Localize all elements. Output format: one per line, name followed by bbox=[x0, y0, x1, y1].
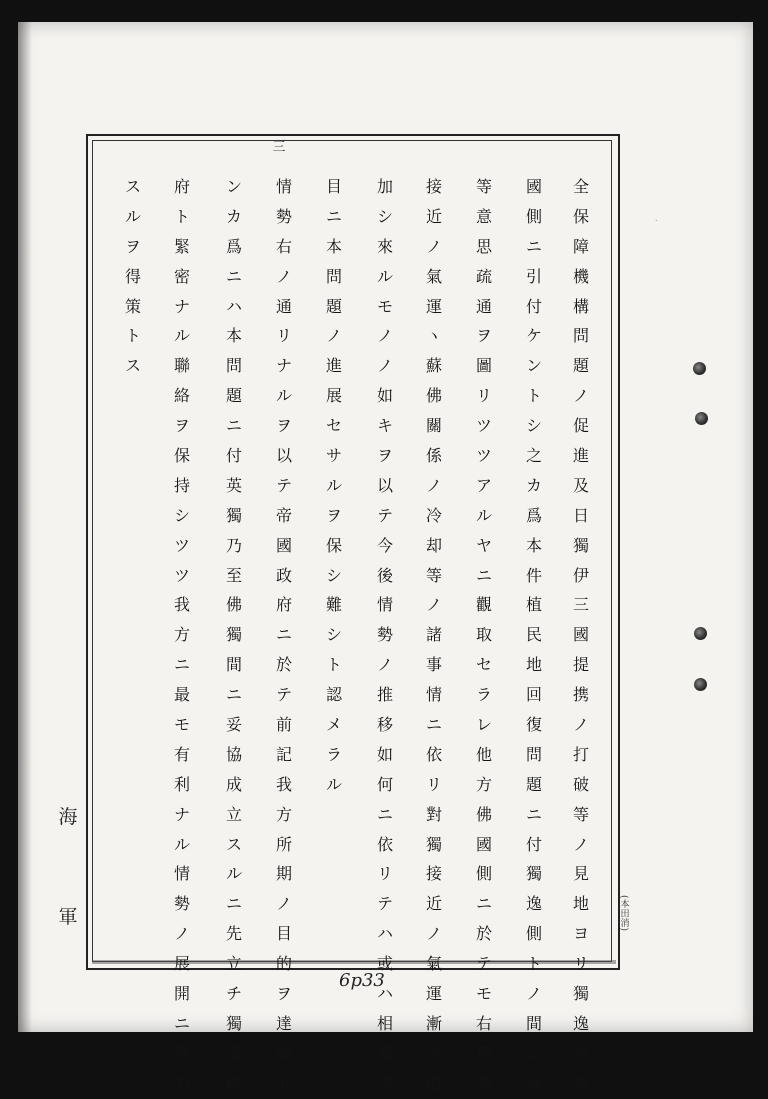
column-char: 國 bbox=[275, 535, 292, 555]
column-char: ニ bbox=[525, 1043, 542, 1063]
column-char: 情 bbox=[275, 177, 292, 196]
column-char: リ bbox=[572, 954, 589, 974]
column-char: 付 bbox=[525, 834, 542, 854]
column-char: ニ bbox=[225, 894, 242, 914]
column-char: ニ bbox=[325, 206, 342, 226]
column-char: 問 bbox=[572, 326, 589, 346]
column-char: リ bbox=[425, 774, 442, 794]
column-char: 付 bbox=[525, 296, 542, 316]
binding-hole-1 bbox=[693, 362, 706, 375]
column-char: 聯 bbox=[173, 356, 190, 376]
column-char: 國 bbox=[572, 625, 589, 645]
column-char: ニ bbox=[225, 685, 242, 705]
column-char: 却 bbox=[425, 535, 442, 555]
column-char: カ bbox=[225, 206, 242, 226]
column-char: ヨ bbox=[572, 924, 589, 944]
column-char: 乃 bbox=[225, 535, 242, 555]
column-char: 逸 bbox=[225, 1043, 242, 1063]
column-char: 他 bbox=[475, 744, 492, 764]
column-char: 國 bbox=[525, 177, 542, 196]
column-char: 早 bbox=[376, 1073, 393, 1093]
column-char: 接 bbox=[425, 177, 442, 196]
column-char: 間 bbox=[525, 1013, 542, 1033]
column-char: ル bbox=[225, 864, 242, 884]
column-char: ノ bbox=[275, 266, 292, 286]
column-char: シ bbox=[325, 625, 342, 645]
column-char: 相 bbox=[376, 1013, 393, 1033]
handwritten-mark-text: 6p33 bbox=[339, 970, 385, 991]
column-char: 以 bbox=[275, 446, 292, 466]
column-char: ノ bbox=[325, 326, 342, 346]
column-char: 情 bbox=[425, 685, 442, 705]
column-char: ス bbox=[225, 834, 242, 854]
column-char: 英 bbox=[225, 475, 242, 495]
column-char: 通 bbox=[475, 296, 492, 316]
column-char: モ bbox=[475, 984, 492, 1004]
column-char: 民 bbox=[525, 625, 542, 645]
column-char: ノ bbox=[425, 475, 442, 495]
column-char: ツ bbox=[475, 416, 492, 436]
column-char: ヲ bbox=[325, 505, 342, 525]
column-char: ハ bbox=[376, 924, 393, 944]
column-char: 獨 bbox=[225, 1013, 242, 1033]
column-char: シ bbox=[173, 505, 190, 525]
column-char: 本 bbox=[225, 326, 242, 346]
column-char: サ bbox=[325, 446, 342, 466]
column-char: 獨 bbox=[572, 984, 589, 1004]
column-char: 氣 bbox=[425, 266, 442, 286]
column-char: 諸 bbox=[425, 625, 442, 645]
column-char: セ bbox=[275, 1073, 292, 1093]
column-char: 保 bbox=[173, 446, 190, 466]
column-char: 先 bbox=[225, 924, 242, 944]
column-char: ニ bbox=[275, 625, 292, 645]
column-char: 開 bbox=[173, 984, 190, 1004]
column-char: 最 bbox=[173, 685, 190, 705]
column-char: テ bbox=[275, 685, 292, 705]
column-char: ノ bbox=[275, 894, 292, 914]
column-char: 今 bbox=[376, 535, 393, 555]
column-char: ヲ bbox=[572, 1043, 589, 1063]
column-char: 以 bbox=[376, 475, 393, 495]
column-char: 力 bbox=[173, 1073, 190, 1093]
column-char: ノ bbox=[572, 834, 589, 854]
column-char: 緊 bbox=[173, 236, 190, 256]
column-char: 側 bbox=[525, 924, 542, 944]
column-char: 目 bbox=[325, 177, 342, 196]
column-char: ラ bbox=[475, 685, 492, 705]
column-char: 方 bbox=[173, 625, 190, 645]
column-char: 漸 bbox=[425, 1013, 442, 1033]
column-char: 回 bbox=[525, 685, 542, 705]
column-char: セ bbox=[325, 416, 342, 436]
column-char: 保 bbox=[325, 535, 342, 555]
binding-hole-4 bbox=[694, 678, 707, 691]
column-char: 及 bbox=[572, 475, 589, 495]
column-char: 國 bbox=[475, 834, 492, 854]
column-char: 地 bbox=[525, 655, 542, 675]
column-char: 的 bbox=[275, 954, 292, 974]
column-char: 如 bbox=[376, 386, 393, 406]
column-char: 佛 bbox=[425, 386, 442, 406]
column-char: テ bbox=[475, 954, 492, 974]
binding-hole-3 bbox=[694, 627, 707, 640]
column-char: ス bbox=[124, 177, 141, 196]
column-char: ニ bbox=[525, 236, 542, 256]
column-char: 側 bbox=[475, 864, 492, 884]
column-char: 近 bbox=[425, 206, 442, 226]
column-char: 運 bbox=[425, 984, 442, 1004]
column-char: ラ bbox=[325, 744, 342, 764]
column-char: ニ bbox=[475, 565, 492, 585]
column-char: 構 bbox=[572, 296, 589, 316]
column-char: ノ bbox=[376, 655, 393, 675]
column-char: 等 bbox=[572, 804, 589, 824]
column-char: 勢 bbox=[275, 206, 292, 226]
column-char: 等 bbox=[425, 565, 442, 585]
column-char: 見 bbox=[572, 864, 589, 884]
column-char: 之 bbox=[525, 446, 542, 466]
column-char: 前 bbox=[275, 715, 292, 735]
column-char: 持 bbox=[173, 475, 190, 495]
column-char: ニ bbox=[475, 894, 492, 914]
column-char: ナ bbox=[173, 804, 190, 824]
column-char: 思 bbox=[475, 236, 492, 256]
column-char: 近 bbox=[425, 894, 442, 914]
column-char: 密 bbox=[173, 266, 190, 286]
column-char: シ bbox=[525, 416, 542, 436]
column-char: ノ bbox=[572, 715, 589, 735]
column-char: 立 bbox=[225, 954, 242, 974]
column-char: ツ bbox=[475, 446, 492, 466]
column-char: ニ bbox=[525, 804, 542, 824]
text-column-9 bbox=[170, 172, 194, 1099]
column-char: 目 bbox=[275, 924, 292, 944]
column-char: 障 bbox=[572, 236, 589, 256]
column-char: ル bbox=[325, 774, 342, 794]
column-char: 勢 bbox=[173, 894, 190, 914]
column-char: ト bbox=[124, 326, 141, 346]
column-char: ヲ bbox=[124, 236, 141, 256]
column-char: 次 bbox=[425, 1043, 442, 1063]
column-char: 府 bbox=[275, 595, 292, 615]
column-char: 圖 bbox=[475, 356, 492, 376]
column-char: 方 bbox=[475, 774, 492, 794]
column-char: 問 bbox=[525, 744, 542, 764]
column-char: 獨 bbox=[225, 625, 242, 645]
column-char: 日 bbox=[572, 505, 589, 525]
column-char: ア bbox=[475, 475, 492, 495]
column-char: 妥 bbox=[225, 715, 242, 735]
column-char: 保 bbox=[572, 206, 589, 226]
column-char: 勢 bbox=[376, 625, 393, 645]
column-char: メ bbox=[325, 715, 342, 735]
column-char: 努 bbox=[173, 1043, 190, 1063]
column-char: 有 bbox=[173, 744, 190, 764]
column-char: ン bbox=[225, 177, 242, 196]
column-char: 後 bbox=[376, 565, 393, 585]
column-char: 推 bbox=[376, 685, 393, 705]
column-char: 題 bbox=[325, 296, 342, 316]
column-char: ル bbox=[124, 206, 141, 226]
column-char: ヤ bbox=[475, 535, 492, 555]
column-char: ヲ bbox=[475, 326, 492, 346]
column-char: 成 bbox=[275, 1043, 292, 1063]
column-char: テ bbox=[275, 475, 292, 495]
page-number: 三 bbox=[272, 140, 284, 155]
column-char: 本 bbox=[325, 236, 342, 256]
column-char: 伊 bbox=[572, 565, 589, 585]
column-char: 題 bbox=[525, 774, 542, 794]
column-char: 佛 bbox=[225, 595, 242, 615]
column-char: 全 bbox=[572, 177, 589, 196]
column-char: 冷 bbox=[425, 505, 442, 525]
column-char: 問 bbox=[325, 266, 342, 286]
column-char: テ bbox=[376, 505, 393, 525]
column-char: 獨 bbox=[225, 505, 242, 525]
column-char: レ bbox=[475, 715, 492, 735]
column-char: 地 bbox=[572, 894, 589, 914]
column-char: 件 bbox=[525, 565, 542, 585]
column-char: ル bbox=[173, 834, 190, 854]
column-char: リ bbox=[475, 386, 492, 406]
column-char: 問 bbox=[225, 356, 242, 376]
column-char: 氣 bbox=[425, 954, 442, 974]
column-char: 政 bbox=[275, 565, 292, 585]
column-char: 疏 bbox=[475, 266, 492, 286]
column-char: ニ bbox=[225, 266, 242, 286]
text-column-10 bbox=[121, 172, 145, 381]
column-char: ナ bbox=[275, 356, 292, 376]
column-char: 引 bbox=[525, 266, 542, 286]
text-column-5 bbox=[373, 172, 397, 1099]
column-char: ト bbox=[325, 655, 342, 675]
column-char: 進 bbox=[572, 446, 589, 466]
column-char: 事 bbox=[425, 655, 442, 675]
text-column-6 bbox=[322, 172, 346, 800]
column-char: ヲ bbox=[275, 416, 292, 436]
column-char: 成 bbox=[225, 774, 242, 794]
column-char: 等 bbox=[475, 177, 492, 196]
column-char: ン bbox=[525, 356, 542, 376]
column-char: ニ bbox=[173, 1013, 190, 1033]
column-char: ノ bbox=[572, 386, 589, 406]
column-char: ル bbox=[325, 475, 342, 495]
binding-hole-2 bbox=[695, 412, 708, 425]
column-char: 帝 bbox=[275, 505, 292, 525]
column-char: セ bbox=[475, 655, 492, 675]
column-char: 獨 bbox=[475, 1073, 492, 1093]
column-char: 依 bbox=[376, 834, 393, 854]
column-char: 獨 bbox=[525, 864, 542, 884]
column-char: 右 bbox=[275, 236, 292, 256]
column-char: 如 bbox=[376, 744, 393, 764]
column-char: 認 bbox=[325, 685, 342, 705]
column-char: 政 bbox=[225, 1073, 242, 1093]
column-char: シ bbox=[325, 565, 342, 585]
column-char: 英 bbox=[475, 1043, 492, 1063]
column-char: 利 bbox=[173, 774, 190, 794]
column-char: 當 bbox=[376, 1043, 393, 1063]
column-char: チ bbox=[225, 984, 242, 1004]
margin-label-char-2: 軍 bbox=[58, 906, 78, 928]
column-char: 提 bbox=[572, 655, 589, 675]
column-char: 方 bbox=[275, 804, 292, 824]
column-char: ツ bbox=[173, 535, 190, 555]
column-char: ハ bbox=[376, 984, 393, 1004]
column-char: リ bbox=[376, 864, 393, 884]
column-char: 得 bbox=[124, 266, 141, 286]
column-char: 策 bbox=[124, 296, 141, 316]
column-char: 打 bbox=[572, 744, 589, 764]
column-char: 情 bbox=[376, 595, 393, 615]
column-char: キ bbox=[376, 416, 393, 436]
column-char: 展 bbox=[325, 386, 342, 406]
text-column-4 bbox=[422, 172, 446, 1099]
column-char: ケ bbox=[525, 326, 542, 346]
column-char: ト bbox=[525, 954, 542, 974]
column-char: 依 bbox=[425, 744, 442, 764]
column-char: 爲 bbox=[525, 505, 542, 525]
column-char: 佛 bbox=[475, 804, 492, 824]
column-char: ナ bbox=[173, 296, 190, 316]
column-char: ノ bbox=[525, 984, 542, 1004]
column-char: シ bbox=[376, 206, 393, 226]
column-char: 觀 bbox=[475, 595, 492, 615]
column-char: 展 bbox=[173, 954, 190, 974]
column-char: 情 bbox=[173, 864, 190, 884]
page-edge-shadow bbox=[18, 22, 32, 1032]
column-char: 蘇 bbox=[425, 356, 442, 376]
column-char: 於 bbox=[475, 924, 492, 944]
column-char: カ bbox=[525, 475, 542, 495]
column-char: ト bbox=[525, 386, 542, 406]
column-char: 逸 bbox=[525, 894, 542, 914]
column-char: 爲 bbox=[225, 236, 242, 256]
column-char: ノ bbox=[376, 326, 393, 346]
column-char: 機 bbox=[572, 266, 589, 286]
column-char: 運 bbox=[425, 296, 442, 316]
column-char: ニ bbox=[225, 416, 242, 436]
column-char: 難 bbox=[325, 595, 342, 615]
text-column-2 bbox=[522, 172, 546, 1099]
column-char: 獨 bbox=[425, 834, 442, 854]
column-char: ス bbox=[124, 356, 141, 376]
column-char: 逸 bbox=[572, 1013, 589, 1033]
column-char: 絡 bbox=[173, 386, 190, 406]
column-char: ノ bbox=[425, 236, 442, 256]
column-char: 植 bbox=[525, 595, 542, 615]
column-char: 加 bbox=[376, 177, 393, 196]
column-char: 立 bbox=[225, 804, 242, 824]
text-column-1 bbox=[569, 172, 593, 1099]
column-char: 對 bbox=[425, 804, 442, 824]
column-char: 增 bbox=[425, 1073, 442, 1093]
column-char: ツ bbox=[173, 565, 190, 585]
column-char: 自 bbox=[572, 1073, 589, 1093]
column-char: 題 bbox=[572, 356, 589, 376]
column-char: 關 bbox=[425, 416, 442, 436]
column-char: 我 bbox=[275, 774, 292, 794]
column-char: 我 bbox=[173, 595, 190, 615]
column-char: モ bbox=[376, 296, 393, 316]
column-char: テ bbox=[376, 894, 393, 914]
handwritten-mark bbox=[335, 966, 395, 992]
column-char: 協 bbox=[225, 744, 242, 764]
column-char: ニ bbox=[376, 804, 393, 824]
column-char: 携 bbox=[572, 685, 589, 705]
column-char: 間 bbox=[225, 655, 242, 675]
column-char: 題 bbox=[225, 386, 242, 406]
column-char: 取 bbox=[475, 625, 492, 645]
column-char: ヲ bbox=[173, 416, 190, 436]
column-char: ヲ bbox=[275, 984, 292, 1004]
column-char: 通 bbox=[275, 296, 292, 316]
column-char: ヽ bbox=[425, 326, 442, 346]
column-char: 右 bbox=[475, 1013, 492, 1033]
column-char: 何 bbox=[376, 774, 393, 794]
column-char: 獨 bbox=[572, 535, 589, 555]
column-char: ル bbox=[173, 326, 190, 346]
column-char: モ bbox=[173, 715, 190, 735]
column-char: ニ bbox=[425, 715, 442, 735]
column-char: 係 bbox=[425, 446, 442, 466]
column-char: 接 bbox=[425, 864, 442, 884]
column-char: ト bbox=[173, 206, 190, 226]
column-char: ル bbox=[376, 266, 393, 286]
column-char: 促 bbox=[572, 416, 589, 436]
column-char: 進 bbox=[325, 356, 342, 376]
column-char: 移 bbox=[376, 715, 393, 735]
column-char: 付 bbox=[225, 446, 242, 466]
text-column-7 bbox=[272, 172, 296, 1099]
column-char: 所 bbox=[275, 834, 292, 854]
column-char: 期 bbox=[275, 864, 292, 884]
column-char: ヲ bbox=[376, 446, 393, 466]
column-char: 三 bbox=[572, 595, 589, 615]
margin-label-char-1: 海 bbox=[58, 806, 78, 828]
column-char: 破 bbox=[572, 774, 589, 794]
column-char: ル bbox=[275, 386, 292, 406]
column-char: ハ bbox=[225, 296, 242, 316]
column-char: 或 bbox=[376, 954, 393, 974]
column-char: 至 bbox=[225, 565, 242, 585]
column-char: 達 bbox=[275, 1013, 292, 1033]
column-char: 意 bbox=[475, 206, 492, 226]
text-column-8 bbox=[222, 172, 246, 1099]
column-char: ル bbox=[475, 505, 492, 525]
side-note bbox=[613, 887, 635, 939]
column-char: 來 bbox=[376, 236, 393, 256]
column-char: 側 bbox=[525, 206, 542, 226]
column-char: 本 bbox=[525, 535, 542, 555]
side-note-text: (本田消) bbox=[618, 894, 629, 932]
text-column-3 bbox=[472, 172, 496, 1099]
column-char: 何 bbox=[525, 1073, 542, 1093]
column-char: ノ bbox=[425, 924, 442, 944]
column-char: ノ bbox=[376, 356, 393, 376]
column-char: 於 bbox=[275, 655, 292, 675]
column-char: ノ bbox=[425, 595, 442, 615]
column-char: 記 bbox=[275, 744, 292, 764]
column-char: 復 bbox=[525, 715, 542, 735]
margin-tick-mark: ˎ bbox=[655, 212, 658, 221]
column-char: リ bbox=[275, 326, 292, 346]
column-char: ニ bbox=[173, 655, 190, 675]
column-char: 府 bbox=[173, 177, 190, 196]
column-char: ノ bbox=[173, 924, 190, 944]
